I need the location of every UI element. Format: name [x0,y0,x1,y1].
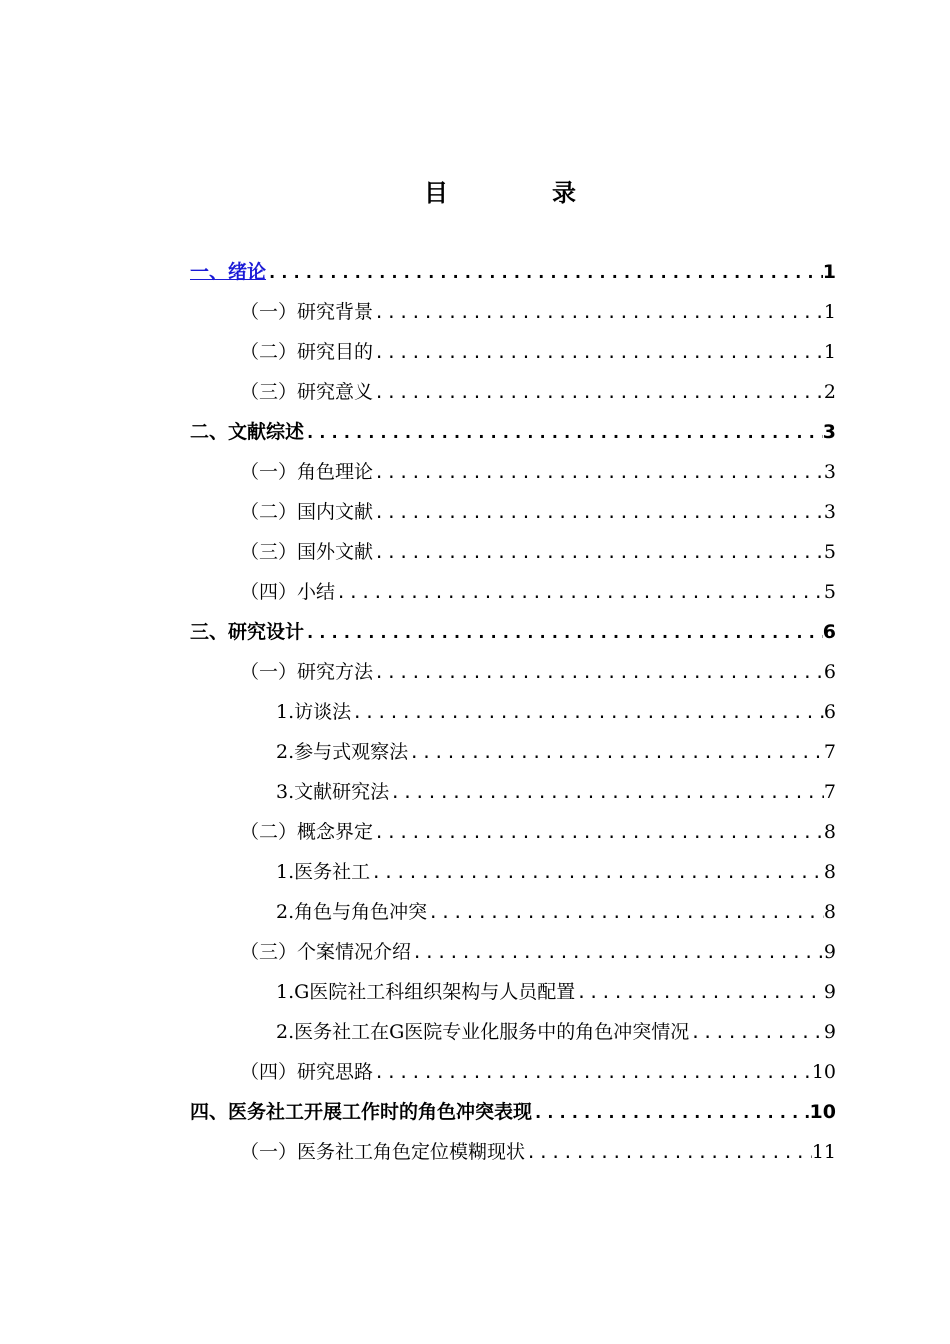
toc-entry-page-number: 10 [811,1061,836,1083]
toc-entry-title: 二、文献综述 [190,421,305,443]
toc-entry-title: （三）个案情况介绍 [240,941,412,963]
toc-entry[interactable] [190,412,836,452]
toc-dot-leader [373,813,824,853]
toc-entry[interactable] [190,932,836,972]
toc-entry-title: 2.医务社工在G医院专业化服务中的角色冲突情况 [276,1021,690,1043]
toc-entry-page-number: 1 [822,261,836,283]
toc-entry-title: （四）研究思路 [240,1061,374,1083]
toc-dot-leader [373,453,824,493]
toc-entry[interactable] [190,652,836,692]
toc-dot-leader [335,573,824,613]
toc-entry-title: （四）小结 [240,581,336,603]
toc-entry-page-number: 11 [811,1141,836,1163]
toc-entry-page-number: 3 [822,421,836,443]
toc-entry-title: （三）国外文献 [240,541,374,563]
toc-entry[interactable] [190,1092,836,1132]
toc-entry-title: 2.角色与角色冲突 [276,901,428,923]
toc-entry[interactable] [190,292,836,332]
toc-dot-leader [532,1093,810,1133]
toc-dot-leader [373,293,824,333]
toc-entry-title[interactable]: 一、绪论 [190,261,267,283]
toc-dot-leader [373,333,824,373]
toc-entry-title: （三）研究意义 [240,381,374,403]
toc-entry[interactable] [190,1012,836,1052]
toc-entry[interactable] [190,692,836,732]
toc-entry-title: 2.参与式观察法 [276,741,409,763]
toc-entry-title: 1.G医院社工科组织架构与人员配置 [276,981,576,1003]
page-title: 目 录 [424,179,616,207]
toc-entry-title: （二）国内文献 [240,501,374,523]
toc-dot-leader [373,1053,812,1093]
toc-entry-page-number: 5 [823,541,836,563]
toc-entry-title: 1.访谈法 [276,701,352,723]
toc-entry[interactable] [190,332,836,372]
toc-entry[interactable] [190,772,836,812]
table-of-contents [190,252,836,1172]
toc-entry-page-number: 2 [823,381,836,403]
toc-dot-leader [389,773,824,813]
toc-entry-page-number: 1 [823,341,836,363]
toc-dot-leader [373,493,824,533]
toc-entry[interactable] [190,572,836,612]
toc-dot-leader [373,533,824,573]
toc-dot-leader [689,1013,824,1053]
toc-entry-title: （二）研究目的 [240,341,374,363]
toc-dot-leader [351,693,824,733]
toc-entry-title: （一）研究方法 [240,661,374,683]
toc-entry[interactable] [190,452,836,492]
toc-dot-leader [266,253,823,293]
toc-entry[interactable] [190,892,836,932]
toc-entry-page-number: 9 [823,1021,836,1043]
toc-dot-leader [575,973,824,1013]
toc-entry[interactable] [190,852,836,892]
toc-entry-title: 1.医务社工 [276,861,371,883]
toc-entry-page-number: 7 [823,741,836,763]
toc-entry-page-number: 3 [823,501,836,523]
toc-dot-leader [370,853,824,893]
toc-dot-leader [304,413,823,453]
toc-entry[interactable] [190,612,836,652]
toc-entry-page-number: 1 [823,301,836,323]
toc-entry-page-number: 3 [823,461,836,483]
toc-entry-page-number: 8 [823,821,836,843]
toc-entry-page-number: 10 [809,1101,836,1123]
toc-dot-leader [525,1133,812,1173]
toc-entry-title: （一）角色理论 [240,461,374,483]
toc-entry[interactable] [190,532,836,572]
toc-entry[interactable] [190,812,836,852]
toc-dot-leader [408,733,824,773]
toc-entry-title: （一）研究背景 [240,301,374,323]
toc-entry-page-number: 8 [823,861,836,883]
toc-entry[interactable] [190,1052,836,1092]
toc-entry[interactable] [190,372,836,412]
toc-entry[interactable] [190,1132,836,1172]
toc-entry-title: （二）概念界定 [240,821,374,843]
toc-entry[interactable] [190,492,836,532]
toc-entry-page-number: 6 [823,701,836,723]
toc-dot-leader [373,653,824,693]
toc-entry-page-number: 6 [823,661,836,683]
toc-entry[interactable] [190,732,836,772]
toc-entry[interactable] [190,252,836,292]
toc-dot-leader [373,373,824,413]
toc-entry-title: 3.文献研究法 [276,781,390,803]
toc-dot-leader [304,613,823,653]
toc-dot-leader [427,893,824,933]
toc-entry-page-number: 9 [823,981,836,1003]
toc-dot-leader [411,933,824,973]
toc-entry-page-number: 6 [822,621,836,643]
toc-entry-page-number: 5 [823,581,836,603]
toc-entry-page-number: 8 [823,901,836,923]
toc-entry-page-number: 7 [823,781,836,803]
toc-entry-title: （一）医务社工角色定位模糊现状 [240,1141,526,1163]
toc-entry-title: 四、医务社工开展工作时的角色冲突表现 [190,1101,533,1123]
toc-entry-page-number: 9 [823,941,836,963]
toc-entry[interactable] [190,972,836,1012]
toc-entry-title: 三、研究设计 [190,621,305,643]
